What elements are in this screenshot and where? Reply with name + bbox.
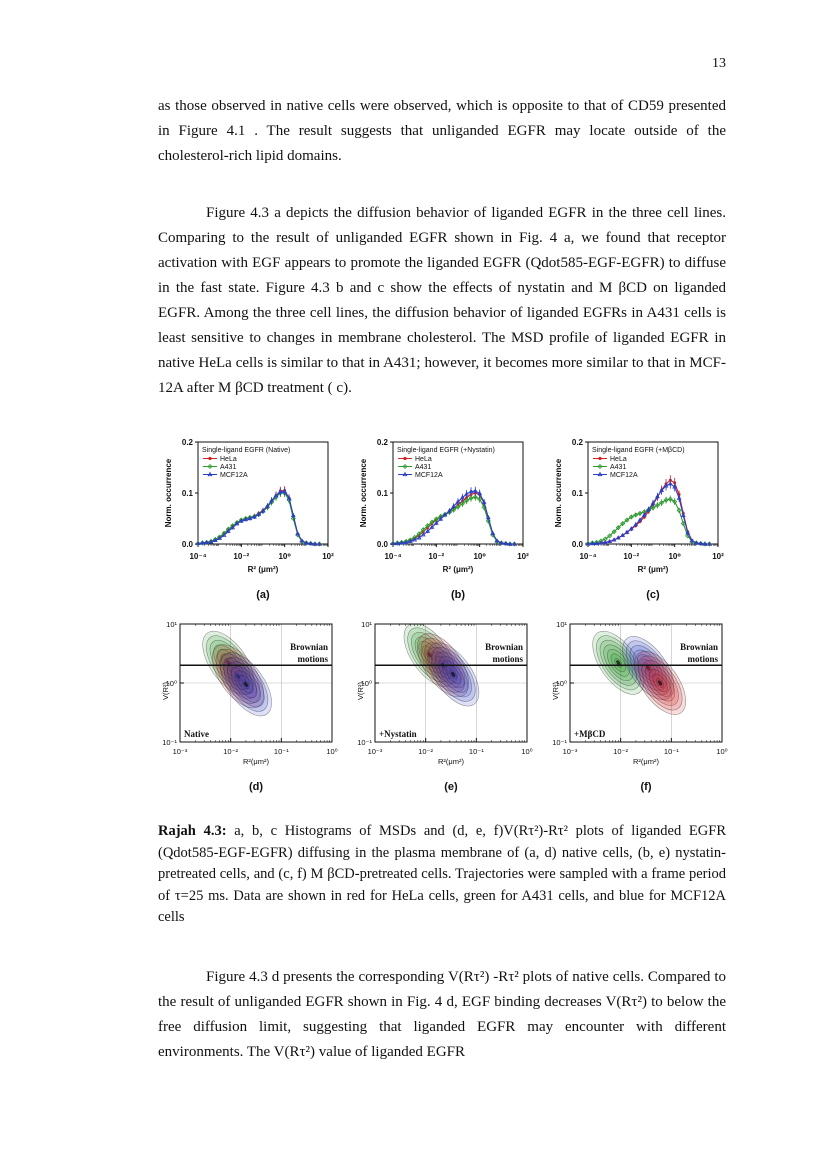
x-tick-label: 10⁻² bbox=[613, 747, 629, 756]
legend-label-A431: A431 bbox=[220, 464, 237, 471]
chart-title: Single-ligand EGFR (+Nystatin) bbox=[397, 447, 495, 454]
contour-area bbox=[570, 623, 722, 742]
y-tick-label: 10¹ bbox=[166, 620, 177, 629]
annotation-line1: Brownian bbox=[680, 642, 718, 652]
annotation-line2: motions bbox=[687, 654, 718, 664]
y-tick-label: 10⁻¹ bbox=[357, 738, 372, 747]
x-tick-label: 10⁻¹ bbox=[273, 747, 289, 756]
x-axis-label: R² (μm²) bbox=[637, 565, 669, 574]
y-axis-label: V(R²) bbox=[161, 682, 170, 700]
x-tick-label: 10² bbox=[712, 552, 724, 561]
plot-frame bbox=[393, 442, 523, 544]
caption-label: Rajah 4.3 bbox=[158, 823, 222, 839]
x-tick-label: 10⁻³ bbox=[172, 747, 188, 756]
y-tick-label: 10⁰ bbox=[165, 679, 177, 688]
y-tick-label: 0.1 bbox=[571, 489, 583, 498]
plot-frame bbox=[198, 442, 328, 544]
panel-label-d: (d) bbox=[248, 781, 264, 793]
y-axis-label: Norm. occurrence bbox=[164, 458, 173, 528]
y-tick-label: 0.0 bbox=[571, 540, 583, 549]
annotation-line2: motions bbox=[492, 654, 523, 664]
contour-panel-e bbox=[356, 615, 533, 766]
x-tick-label: 10⁻² bbox=[623, 552, 640, 561]
y-tick-label: 10¹ bbox=[556, 620, 567, 629]
y-tick-label: 0.2 bbox=[376, 438, 388, 447]
legend-label-A431: A431 bbox=[610, 464, 627, 471]
legend-marker bbox=[403, 457, 406, 460]
legend-label-A431: A431 bbox=[415, 464, 432, 471]
legend-label-HeLa: HeLa bbox=[415, 456, 432, 463]
y-tick-label: 0.1 bbox=[376, 489, 388, 498]
legend-label-HeLa: HeLa bbox=[220, 456, 237, 463]
x-tick-label: 10² bbox=[322, 552, 334, 561]
series-line-HeLa bbox=[393, 493, 514, 544]
chart-title: Single-ligand EGFR (Native) bbox=[202, 447, 291, 454]
condition-label: +MβCD bbox=[574, 729, 606, 739]
page-number: 13 bbox=[712, 56, 726, 71]
condition-label: +Nystatin bbox=[379, 729, 417, 739]
caption-text: a, b, c Histograms of MSDs and (d, e, f)V(Rτ²)-Rτ² plots of liganded EGFR (Qdot585-EGF-EGFR) diffusing in the plasma membrane of (a, d) native cells, (b, e) nystatin-pretreated cells, and (c, f) M βCD-pretreated cells. Trajectories were sampled with a frame period of τ=25 ms. Data are shown in red for HeLa cells, green for A431 cells, and blue for MCF12A cells bbox=[158, 823, 726, 925]
panel-label-c: (c) bbox=[646, 589, 660, 601]
x-axis-label: R²(μm²) bbox=[438, 757, 464, 766]
y-tick-label: 10¹ bbox=[361, 620, 372, 629]
x-tick-label: 10⁰ bbox=[716, 747, 728, 756]
legend-label-HeLa: HeLa bbox=[610, 456, 627, 463]
contour-panel-f bbox=[551, 620, 728, 766]
legend-marker bbox=[598, 457, 601, 460]
legend-marker bbox=[208, 457, 211, 460]
y-tick-label: 10⁻¹ bbox=[552, 738, 567, 747]
panel-label-f: (f) bbox=[640, 781, 652, 793]
plot-frame bbox=[588, 442, 718, 544]
legend-label-MCF12A: MCF12A bbox=[610, 472, 638, 479]
x-tick-label: 10⁻³ bbox=[367, 747, 383, 756]
x-axis-label: R²(μm²) bbox=[243, 757, 269, 766]
series-line-HeLa bbox=[198, 490, 319, 544]
legend-label-MCF12A: MCF12A bbox=[415, 472, 443, 479]
y-axis-label: V(R²) bbox=[356, 682, 365, 700]
histogram-panel-a bbox=[164, 438, 334, 574]
condition-label: Native bbox=[184, 729, 209, 739]
series-line-A431 bbox=[198, 493, 319, 544]
x-axis-label: R² (μm²) bbox=[442, 565, 474, 574]
legend-label-MCF12A: MCF12A bbox=[220, 472, 248, 479]
x-tick-label: 10⁰ bbox=[326, 747, 338, 756]
y-tick-label: 0.2 bbox=[571, 438, 583, 447]
x-axis-label: R² (μm²) bbox=[247, 565, 279, 574]
annotation-line1: Brownian bbox=[290, 642, 328, 652]
series-line-MCF12A bbox=[198, 491, 319, 544]
x-tick-label: 10⁻² bbox=[233, 552, 250, 561]
x-axis-label: R²(μm²) bbox=[633, 757, 659, 766]
panel-label-b: (b) bbox=[450, 589, 466, 601]
y-tick-label: 0.1 bbox=[181, 489, 193, 498]
x-tick-label: 10⁻⁴ bbox=[189, 552, 207, 561]
chart-title: Single-ligand EGFR (+MβCD) bbox=[592, 447, 685, 454]
series-line-MCF12A bbox=[393, 491, 514, 544]
x-tick-label: 10⁻² bbox=[223, 747, 239, 756]
x-tick-label: 10⁰ bbox=[668, 552, 681, 561]
contour-area bbox=[375, 615, 527, 742]
x-tick-label: 10⁻⁴ bbox=[384, 552, 402, 561]
panel-label-a: (a) bbox=[256, 589, 270, 601]
x-tick-label: 10⁻² bbox=[428, 552, 445, 561]
annotation-line1: Brownian bbox=[485, 642, 523, 652]
y-tick-label: 0.0 bbox=[376, 540, 388, 549]
contour-area bbox=[180, 623, 332, 742]
y-tick-label: 10⁻¹ bbox=[162, 738, 177, 747]
paragraph-2: Figure 4.3 a depicts the diffusion behavior of liganded EGFR in the three cell lines. Comparing to the result of unliganded EGFR shown in Fig. 4 a, we found that receptor activation with EGF appears to promote the liganded EGFR (Qdot585-EGF-EGFR) to diffuse in the fast state. Figure 4.3 b and c show the effects of nystatin and M βCD on liganded EGFR. Among the three cell lines, the diffusion behavior of liganded EGFRs in A431 cells is least sensitive to changes in membrane cholesterol. The MSD profile of liganded EGFR in native HeLa cells is similar to that in A431; however, it becomes more similar to that in MCF-12A after M βCD treatment ( c). bbox=[158, 205, 726, 396]
histogram-panel-b bbox=[359, 438, 529, 574]
figure-caption: Rajah 4.3: a, b, c Histograms of MSDs and (d, e, f)V(Rτ²)-Rτ² plots of liganded EGFR (Qdot585-EGF-EGFR) diffusing in the plasma membrane of (a, d) native cells, (b, e) nystatin-pretreated cells, and (c, f) M βCD-pretreated cells. Trajectories were sampled with a frame period of τ=25 ms. Data are shown in red for HeLa cells, green for A431 cells, and blue for MCF12A cells bbox=[158, 823, 726, 925]
x-tick-label: 10⁻⁴ bbox=[579, 552, 597, 561]
x-tick-label: 10⁻¹ bbox=[663, 747, 679, 756]
x-tick-label: 10⁰ bbox=[278, 552, 291, 561]
contour-panel-d bbox=[161, 620, 338, 766]
y-axis-label: Norm. occurrence bbox=[359, 458, 368, 528]
y-tick-label: 10⁰ bbox=[360, 679, 372, 688]
panel-label-e: (e) bbox=[444, 781, 458, 793]
x-tick-label: 10⁻² bbox=[418, 747, 434, 756]
y-tick-label: 10⁰ bbox=[555, 679, 567, 688]
histogram-panel-c bbox=[554, 438, 724, 574]
x-tick-label: 10² bbox=[517, 552, 529, 561]
y-axis-label: Norm. occurrence bbox=[554, 458, 563, 528]
x-tick-label: 10⁰ bbox=[473, 552, 486, 561]
y-tick-label: 0.0 bbox=[181, 540, 193, 549]
y-axis-label: V(R²) bbox=[551, 682, 560, 700]
x-tick-label: 10⁻³ bbox=[562, 747, 578, 756]
y-tick-label: 0.2 bbox=[181, 438, 193, 447]
annotation-line2: motions bbox=[297, 654, 328, 664]
paragraph-1: as those observed in native cells were observed, which is opposite to that of CD59 presented in Figure 4.1 . The result suggests that unliganded EGFR may locate outside of the cholesterol-rich lipid domains. bbox=[158, 98, 726, 164]
paragraph-3: Figure 4.3 d presents the corresponding V(Rτ²) -Rτ² plots of native cells. Compared to the result of unliganded EGFR shown in Fig. 4 d, EGF binding decreases V(Rτ²) to below the free diffusion limit, suggesting that liganded EGFR may encounter with different environments. The V(Rτ²) value of liganded EGFR bbox=[158, 969, 726, 1060]
x-tick-label: 10⁻¹ bbox=[468, 747, 484, 756]
x-tick-label: 10⁰ bbox=[521, 747, 533, 756]
